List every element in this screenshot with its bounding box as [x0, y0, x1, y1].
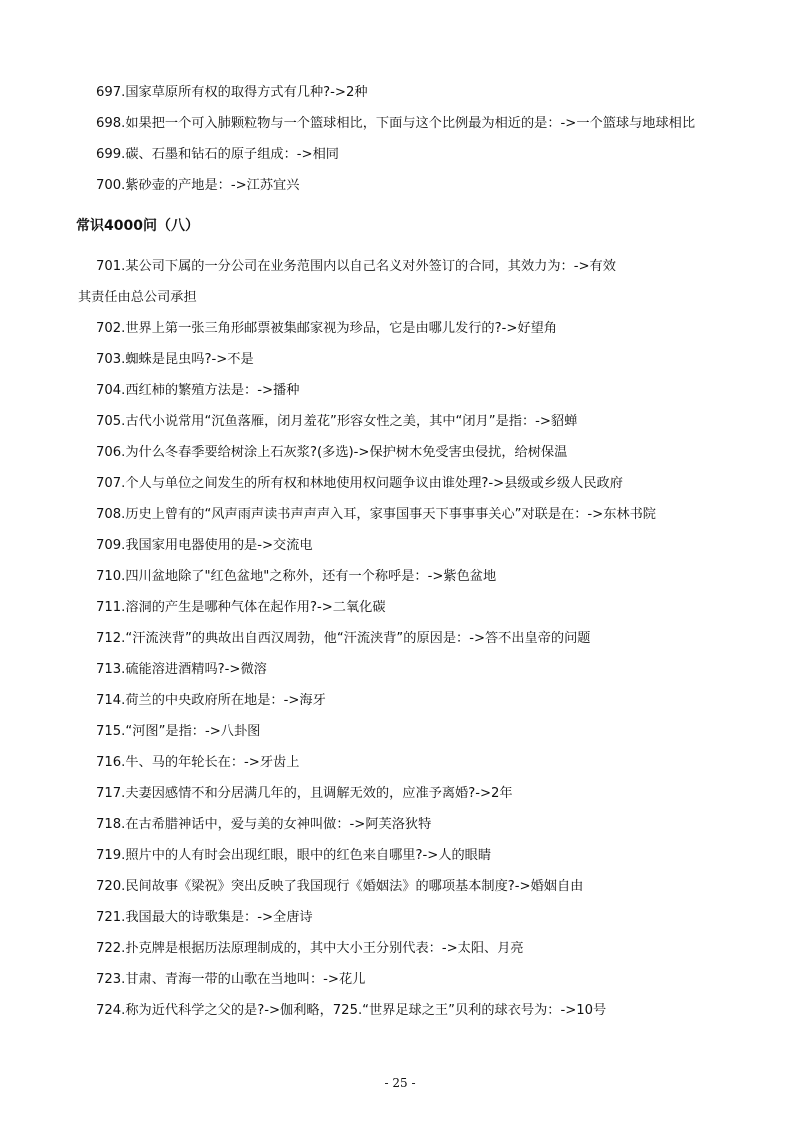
- question-709: 709.我国家用电器使用的是->交流电: [96, 538, 313, 553]
- question-699: 699.碳、石墨和钻石的原子组成：->相同: [96, 147, 339, 162]
- question-711: 711.溶洞的产生是哪种气体在起作用?->二氧化碳: [96, 600, 386, 615]
- question-700: 700.紫砂壶的产地是：->江苏宜兴: [96, 178, 300, 193]
- question-705: 705.古代小说常用“沉鱼落雁，闭月羞花”形容女性之美，其中“闭月”是指：->貂蝉: [96, 414, 578, 429]
- question-706: 706.为什么冬春季要给树涂上石灰浆?(多选)->保护树木免受害虫侵扰，给树保温: [96, 445, 568, 460]
- question-723: 723.甘肃、青海一带的山歌在当地叫：->花儿: [96, 972, 366, 987]
- page-number: - 25 -: [384, 1076, 416, 1090]
- question-724-725: 724.称为近代科学之父的是?->伽利略，725.“世界足球之王”贝利的球衣号为：->10号: [96, 1003, 607, 1018]
- question-704: 704.西红柿的繁殖方法是：->播种: [96, 383, 300, 398]
- question-722: 722.扑克牌是根据历法原理制成的，其中大小王分别代表：->太阳、月亮: [96, 941, 524, 956]
- question-707: 707.个人与单位之间发生的所有权和林地使用权问题争议由谁处理?->县级或乡级人民政府: [96, 476, 623, 491]
- question-708: 708.历史上曾有的“风声雨声读书声声声入耳，家事国事天下事事事关心”对联是在：->东林书院: [96, 507, 656, 522]
- question-702: 702.世界上第一张三角形邮票被集邮家视为珍品，它是由哪儿发行的?->好望角: [96, 321, 557, 336]
- question-698: 698.如果把一个可入肺颗粒物与一个篮球相比，下面与这个比例最为相近的是：->一个篮球与地球相比: [96, 116, 696, 131]
- question-713: 713.硫能溶进酒精吗?->微溶: [96, 662, 267, 677]
- question-714: 714.荷兰的中央政府所在地是：->海牙: [96, 693, 326, 708]
- question-703: 703.蜘蛛是昆虫吗?->不是: [96, 352, 254, 367]
- question-721: 721.我国最大的诗歌集是：->全唐诗: [96, 910, 313, 925]
- question-712: 712.“汗流浃背”的典故出自西汉周勃，他“汗流浃背”的原因是：->答不出皇帝的问题: [96, 631, 591, 646]
- question-701: 701.某公司下属的一分公司在业务范围内以自己名义对外签订的合同，其效力为：->有效: [96, 259, 616, 274]
- question-710: 710.四川盆地除了"红色盆地"之称外，还有一个称呼是：->紫色盆地: [96, 569, 497, 584]
- question-717: 717.夫妻因感情不和分居满几年的，且调解无效的，应准予离婚?->2年: [96, 786, 513, 801]
- question-720: 720.民间故事《梁祝》突出反映了我国现行《婚姻法》的哪项基本制度?->婚姻自由: [96, 879, 584, 894]
- question-697: 697.国家草原所有权的取得方式有几种?->2种: [96, 85, 368, 100]
- question-716: 716.牛、马的年轮长在：->牙齿上: [96, 755, 300, 770]
- question-701-continued: 其责任由总公司承担: [78, 290, 197, 305]
- section-title: 常识4000问（八）: [76, 218, 199, 234]
- question-718: 718.在古希腊神话中，爱与美的女神叫做：->阿芙洛狄特: [96, 817, 432, 832]
- question-715: 715.“河图”是指：->八卦图: [96, 724, 261, 739]
- question-719: 719.照片中的人有时会出现红眼，眼中的红色来自哪里?->人的眼睛: [96, 848, 492, 863]
